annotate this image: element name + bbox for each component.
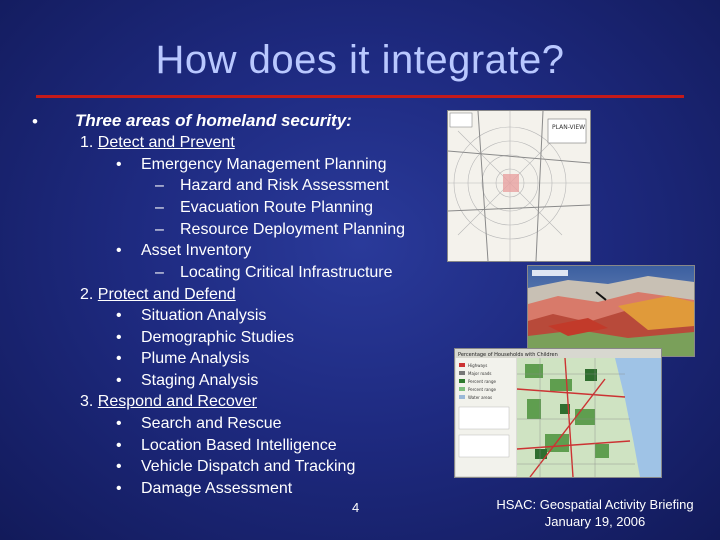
terrain-3d-graphic: [528, 266, 694, 356]
bullet-text: Search and Rescue: [141, 415, 282, 432]
list-label: Respond and Recover: [97, 393, 258, 410]
bullet-text: Situation Analysis: [141, 307, 267, 324]
list-number: 3.: [80, 393, 94, 410]
bullet-text: Damage Assessment: [141, 480, 293, 497]
footer-date: January 19, 2006: [544, 514, 646, 529]
list-number: 1.: [80, 134, 94, 151]
bullet-glyph: •: [116, 480, 122, 497]
bullet-text: Emergency Management Planning: [141, 156, 387, 173]
dash-text: Locating Critical Infrastructure: [180, 264, 393, 281]
footer-title: HSAC: Geospatial Activity Briefing: [496, 497, 694, 512]
plume-map-graphic: [448, 111, 590, 261]
list-label: Protect and Defend: [97, 286, 236, 303]
bullet-text: Staging Analysis: [141, 372, 259, 389]
terrain-3d-image: [527, 265, 695, 357]
demographic-map-graphic: [455, 349, 661, 477]
bullet-damage: [116, 479, 292, 499]
bullet-text: Vehicle Dispatch and Tracking: [141, 458, 356, 475]
plume-map-image: [447, 110, 591, 262]
heading-bullet: •: [32, 112, 38, 131]
bullet-glyph: •: [116, 415, 122, 432]
page-number: 4: [352, 500, 360, 515]
list-number: 2.: [80, 286, 94, 303]
list-item-3: [80, 392, 257, 412]
bullet-text: Location Based Intelligence: [141, 437, 337, 454]
dash-glyph: –: [155, 177, 164, 194]
footer: [480, 496, 710, 530]
bullet-search: [116, 414, 282, 434]
dash-glyph: –: [155, 264, 164, 281]
bullet-glyph: •: [116, 329, 122, 346]
bullet-glyph: •: [116, 242, 122, 259]
dash-glyph: –: [155, 199, 164, 216]
bullet-glyph: •: [116, 156, 122, 173]
demographic-map-header: Percentage of Households with Children: [458, 352, 558, 358]
dash-evacuation: [155, 198, 373, 218]
dash-resource: [155, 220, 405, 240]
legend-entry: Major roads: [468, 371, 492, 376]
legend-entry: Percent range: [468, 387, 496, 392]
legend-entry: Water areas: [468, 395, 493, 400]
bullet-situation: [116, 306, 266, 326]
dash-text: Evacuation Route Planning: [180, 199, 374, 216]
dash-hazard: [155, 176, 389, 196]
bullet-text: Plume Analysis: [141, 350, 250, 367]
bullet-plume: [116, 349, 250, 369]
bullet-glyph: •: [116, 437, 122, 454]
dash-glyph: –: [155, 221, 164, 238]
bullet-glyph: •: [116, 307, 122, 324]
dash-text: Resource Deployment Planning: [180, 221, 406, 238]
bullet-emergency: [116, 155, 386, 175]
bullet-glyph: •: [116, 372, 122, 389]
bullet-glyph: •: [116, 350, 122, 367]
legend-entry: Percent range: [468, 379, 496, 384]
bullet-asset: [116, 241, 251, 261]
list-label: Detect and Prevent: [97, 134, 235, 151]
plume-map-label: PLAN-VIEW: [552, 124, 586, 131]
dash-critical: [155, 263, 393, 283]
bullet-text: Asset Inventory: [141, 242, 252, 259]
title-divider: [36, 95, 684, 98]
bullet-vehicle: [116, 457, 355, 477]
bullet-staging: [116, 371, 258, 391]
legend-entry: Highways: [468, 363, 488, 368]
dash-text: Hazard and Risk Assessment: [180, 177, 389, 194]
bullet-demographic: [116, 328, 294, 348]
list-item-1: [80, 133, 235, 153]
bullet-location: [116, 436, 337, 456]
section-heading: Three areas of homeland security:: [75, 111, 352, 130]
slide-title: How does it integrate?: [155, 38, 565, 82]
list-item-2: [80, 285, 236, 305]
bullet-glyph: •: [116, 458, 122, 475]
demographic-map-image: [454, 348, 662, 478]
bullet-text: Demographic Studies: [141, 329, 294, 346]
